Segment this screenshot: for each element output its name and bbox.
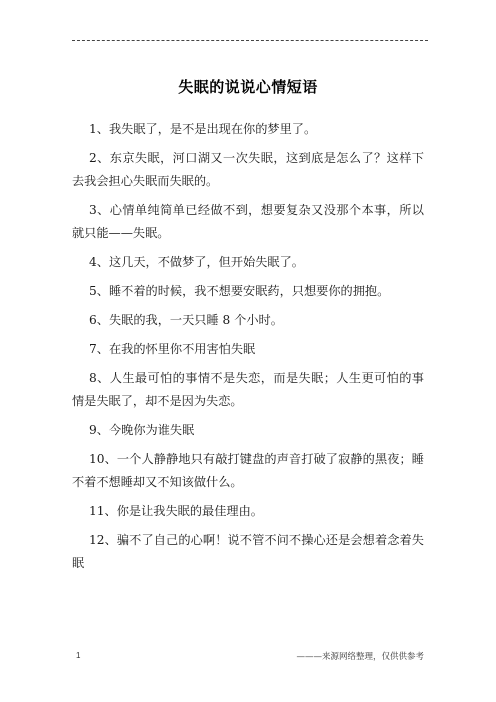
list-item: 10、一个人静静地只有敲打键盘的声音打破了寂静的黑夜；睡不着不想睡却又不知该做什么。 <box>72 452 424 489</box>
list-item: 9、今晚你为谁失眠 <box>89 423 195 437</box>
footer-source-note: ———来源网络整理，仅供供参考 <box>296 652 424 662</box>
list-item: 2、东京失眠，河口湖又一次失眠，这到底是怎么了？这样下去我会担心失眠而失眠的。 <box>72 151 424 188</box>
item-list <box>72 118 424 581</box>
list-item: 1、我失眠了，是不是出现在你的梦里了。 <box>89 122 317 136</box>
list-item: 8、人生最可怕的事情不是失恋，而是失眠；人生更可怕的事情是失眠了，却不是因为失恋。 <box>72 371 424 408</box>
list-item: 6、失眠的我，一天只睡 8 个小时。 <box>89 313 283 327</box>
list-item: 7、在我的怀里你不用害怕失眠 <box>89 342 256 356</box>
page-number: 1 <box>76 651 81 660</box>
header-dashed-rule <box>72 40 428 41</box>
list-item: 12、骗不了自己的心啊！说不管不问不操心还是会想着念着失眠 <box>72 533 424 570</box>
list-item: 5、睡不着的时候，我不想要安眠药，只想要你的拥抱。 <box>89 284 390 298</box>
list-item: 3、心情单纯简单已经做不到，想要复杂又没那个本事，所以就只能——失眠。 <box>72 203 424 240</box>
document-title: 失眠的说说心情短语 <box>178 78 318 96</box>
list-item: 4、这几天，不做梦了，但开始失眠了。 <box>89 255 304 269</box>
list-item: 11、你是让我失眠的最佳理由。 <box>89 504 263 518</box>
